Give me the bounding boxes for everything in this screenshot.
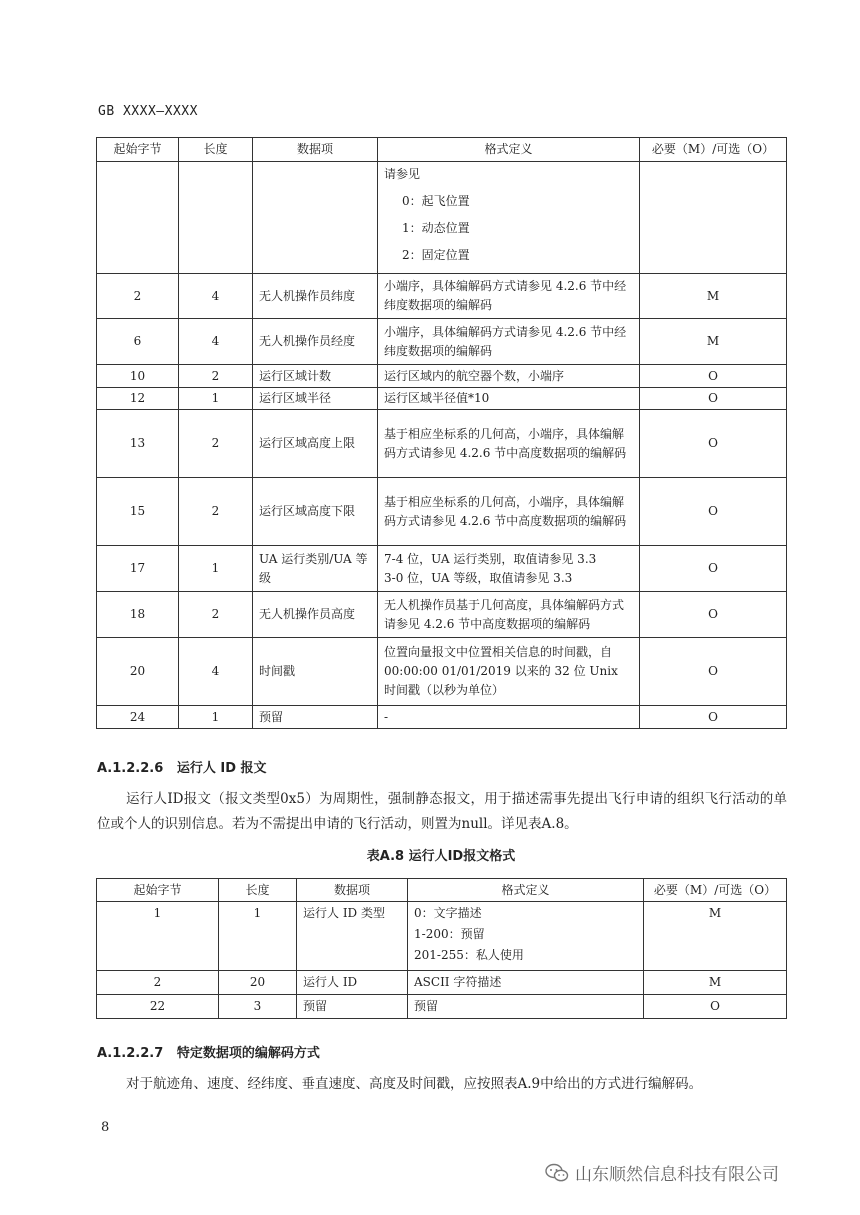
definition-line: 1-200：预留 [414,927,485,941]
body-paragraph: 对于航迹角、速度、经纬度、垂直速度、高度及时间戳，应按照表A.9中给出的方式进行编解码。 [126,1076,703,1092]
cell-format-definition: - [378,706,640,729]
cell-length: 2 [179,478,253,546]
section-heading-operator-id [97,757,267,776]
cell-requirement: O [640,638,787,706]
definition-line: 请参见 [384,167,421,181]
document-code: GB XXXX—XXXX [98,104,198,119]
cell-start-byte: 17 [97,546,179,592]
table-row [97,546,787,592]
wechat-icon [545,1163,569,1183]
cell-data-item: 运行人 ID 类型 [297,902,408,971]
cell-format-definition: 位置向量报文中位置相关信息的时间戳，自 00:00:00 01/01/2019 以来的 32 位 Unix 时间戳（以秒为单位） [378,638,640,706]
section-number: A.1.2.2.6 [97,761,164,776]
table-uav-operator-fields [96,137,787,729]
cell-format-definition: 基于相应坐标系的几何高，小端序，具体编解码方式请参见 4.2.6 节中高度数据项的编解码 [378,478,640,546]
cell-requirement: M [640,274,787,319]
cell-length: 1 [219,902,297,971]
section-number: A.1.2.2.7 [97,1046,164,1061]
cell-length: 4 [179,274,253,319]
table-row [97,995,787,1019]
column-header: 数据项 [297,879,408,902]
cell-length: 20 [219,971,297,995]
cell-start-byte: 12 [97,388,179,410]
cell-length: 1 [179,388,253,410]
cell-data-item: 无人机操作员纬度 [253,274,378,319]
cell-requirement: O [640,410,787,478]
column-header: 长度 [219,879,297,902]
cell-data-item: 运行区域半径 [253,388,378,410]
cell-requirement: M [640,319,787,365]
table-row [97,592,787,638]
cell-start-byte: 15 [97,478,179,546]
table-header-row [97,138,787,162]
cell-start-byte: 1 [97,902,219,971]
cell-requirement: O [640,388,787,410]
cell-format-definition: 运行区域半径值*10 [378,388,640,410]
cell-start-byte: 2 [97,274,179,319]
table-row [97,388,787,410]
cell-start-byte: 18 [97,592,179,638]
cell-start-byte: 24 [97,706,179,729]
column-header: 必要（M）/可选（O） [644,879,787,902]
cell-format-definition: 无人机操作员基于几何高度，具体编解码方式请参见 4.2.6 节中高度数据项的编解码 [378,592,640,638]
cell-data-item: 无人机操作员高度 [253,592,378,638]
column-header: 格式定义 [378,138,640,162]
cell-data-item: 运行人 ID [297,971,408,995]
cell-data-item: 运行区域高度下限 [253,478,378,546]
table-row-continued [97,162,787,274]
cell-format-definition: 小端序，具体编解码方式请参见 4.2.6 节中经纬度数据项的编解码 [378,274,640,319]
cell-format-definition: 预留 [408,995,644,1019]
definition-line: 0：文字描述 [414,906,482,920]
cell-requirement: M [644,902,787,971]
cell-length: 2 [179,365,253,388]
cell-requirement: O [640,592,787,638]
column-header: 数据项 [253,138,378,162]
cell-format-definition: ASCII 字符描述 [408,971,644,995]
definition-line: 201-255：私人使用 [414,948,524,962]
cell-format-definition: 基于相应坐标系的几何高，小端序，具体编解码方式请参见 4.2.6 节中高度数据项的编解码 [378,410,640,478]
table-operator-id-format [96,878,787,1019]
cell-start-byte: 6 [97,319,179,365]
cell-start-byte: 22 [97,995,219,1019]
cell-requirement: O [644,995,787,1019]
cell-requirement: O [640,478,787,546]
cell-requirement: O [640,706,787,729]
cell-length: 4 [179,319,253,365]
cell-data-item: 无人机操作员经度 [253,319,378,365]
cell-format-definition: 小端序，具体编解码方式请参见 4.2.6 节中经纬度数据项的编解码 [378,319,640,365]
cell-format-definition: 运行区域内的航空器个数，小端序 [378,365,640,388]
table-caption: 表A.8 运行人ID报文格式 [366,849,516,864]
cell-requirement: O [640,365,787,388]
table-row [97,971,787,995]
section-title: 运行人 ID 报文 [176,761,267,776]
cell-format-definition: 7-4 位，UA 运行类别，取值请参见 3.3 3-0 位，UA 等级，取值请参见 3.3 [378,546,640,592]
cell-length: 3 [219,995,297,1019]
cell-data-item: 运行区域计数 [253,365,378,388]
cell-start-byte: 13 [97,410,179,478]
definition-line: 2：固定位置 [402,248,470,262]
column-header: 长度 [179,138,253,162]
section-heading-codec [97,1042,320,1061]
table-row [97,319,787,365]
table-row [97,902,787,971]
cell-data-item: 时间戳 [253,638,378,706]
table-row [97,478,787,546]
cell-length: 4 [179,638,253,706]
cell-length: 1 [179,706,253,729]
column-header: 格式定义 [408,879,644,902]
cell-length: 1 [179,546,253,592]
cell-length: 2 [179,592,253,638]
cell-start-byte: 20 [97,638,179,706]
cell-requirement: M [644,971,787,995]
column-header: 起始字节 [97,879,219,902]
table-header-row [97,879,787,902]
page-number: 8 [101,1120,110,1135]
cell-data-item: 预留 [253,706,378,729]
definition-line: 0：起飞位置 [402,194,470,208]
cell-start-byte: 2 [97,971,219,995]
section-title: 特定数据项的编解码方式 [176,1046,320,1061]
cell-data-item: UA 运行类别/UA 等级 [253,546,378,592]
table-row [97,365,787,388]
cell-data-item: 运行区域高度上限 [253,410,378,478]
body-paragraph: 运行人ID报文（报文类型0x5）为周期性，强制静态报文，用于描述需事先提出飞行申请的组织飞行活动的单位或个人的识别信息。若为不需提出申请的飞行活动，则置为null。详见表A.8。 [97,791,787,832]
table-row [97,274,787,319]
watermark [545,1160,779,1185]
cell-requirement: O [640,546,787,592]
table-row [97,706,787,729]
table-row [97,410,787,478]
cell-data-item: 预留 [297,995,408,1019]
cell-start-byte: 10 [97,365,179,388]
cell-length: 2 [179,410,253,478]
column-header: 必要（M）/可选（O） [640,138,787,162]
definition-line: 1：动态位置 [402,221,470,235]
watermark-text: 山东顺然信息科技有限公司 [575,1165,779,1185]
table-row [97,638,787,706]
column-header: 起始字节 [97,138,179,162]
